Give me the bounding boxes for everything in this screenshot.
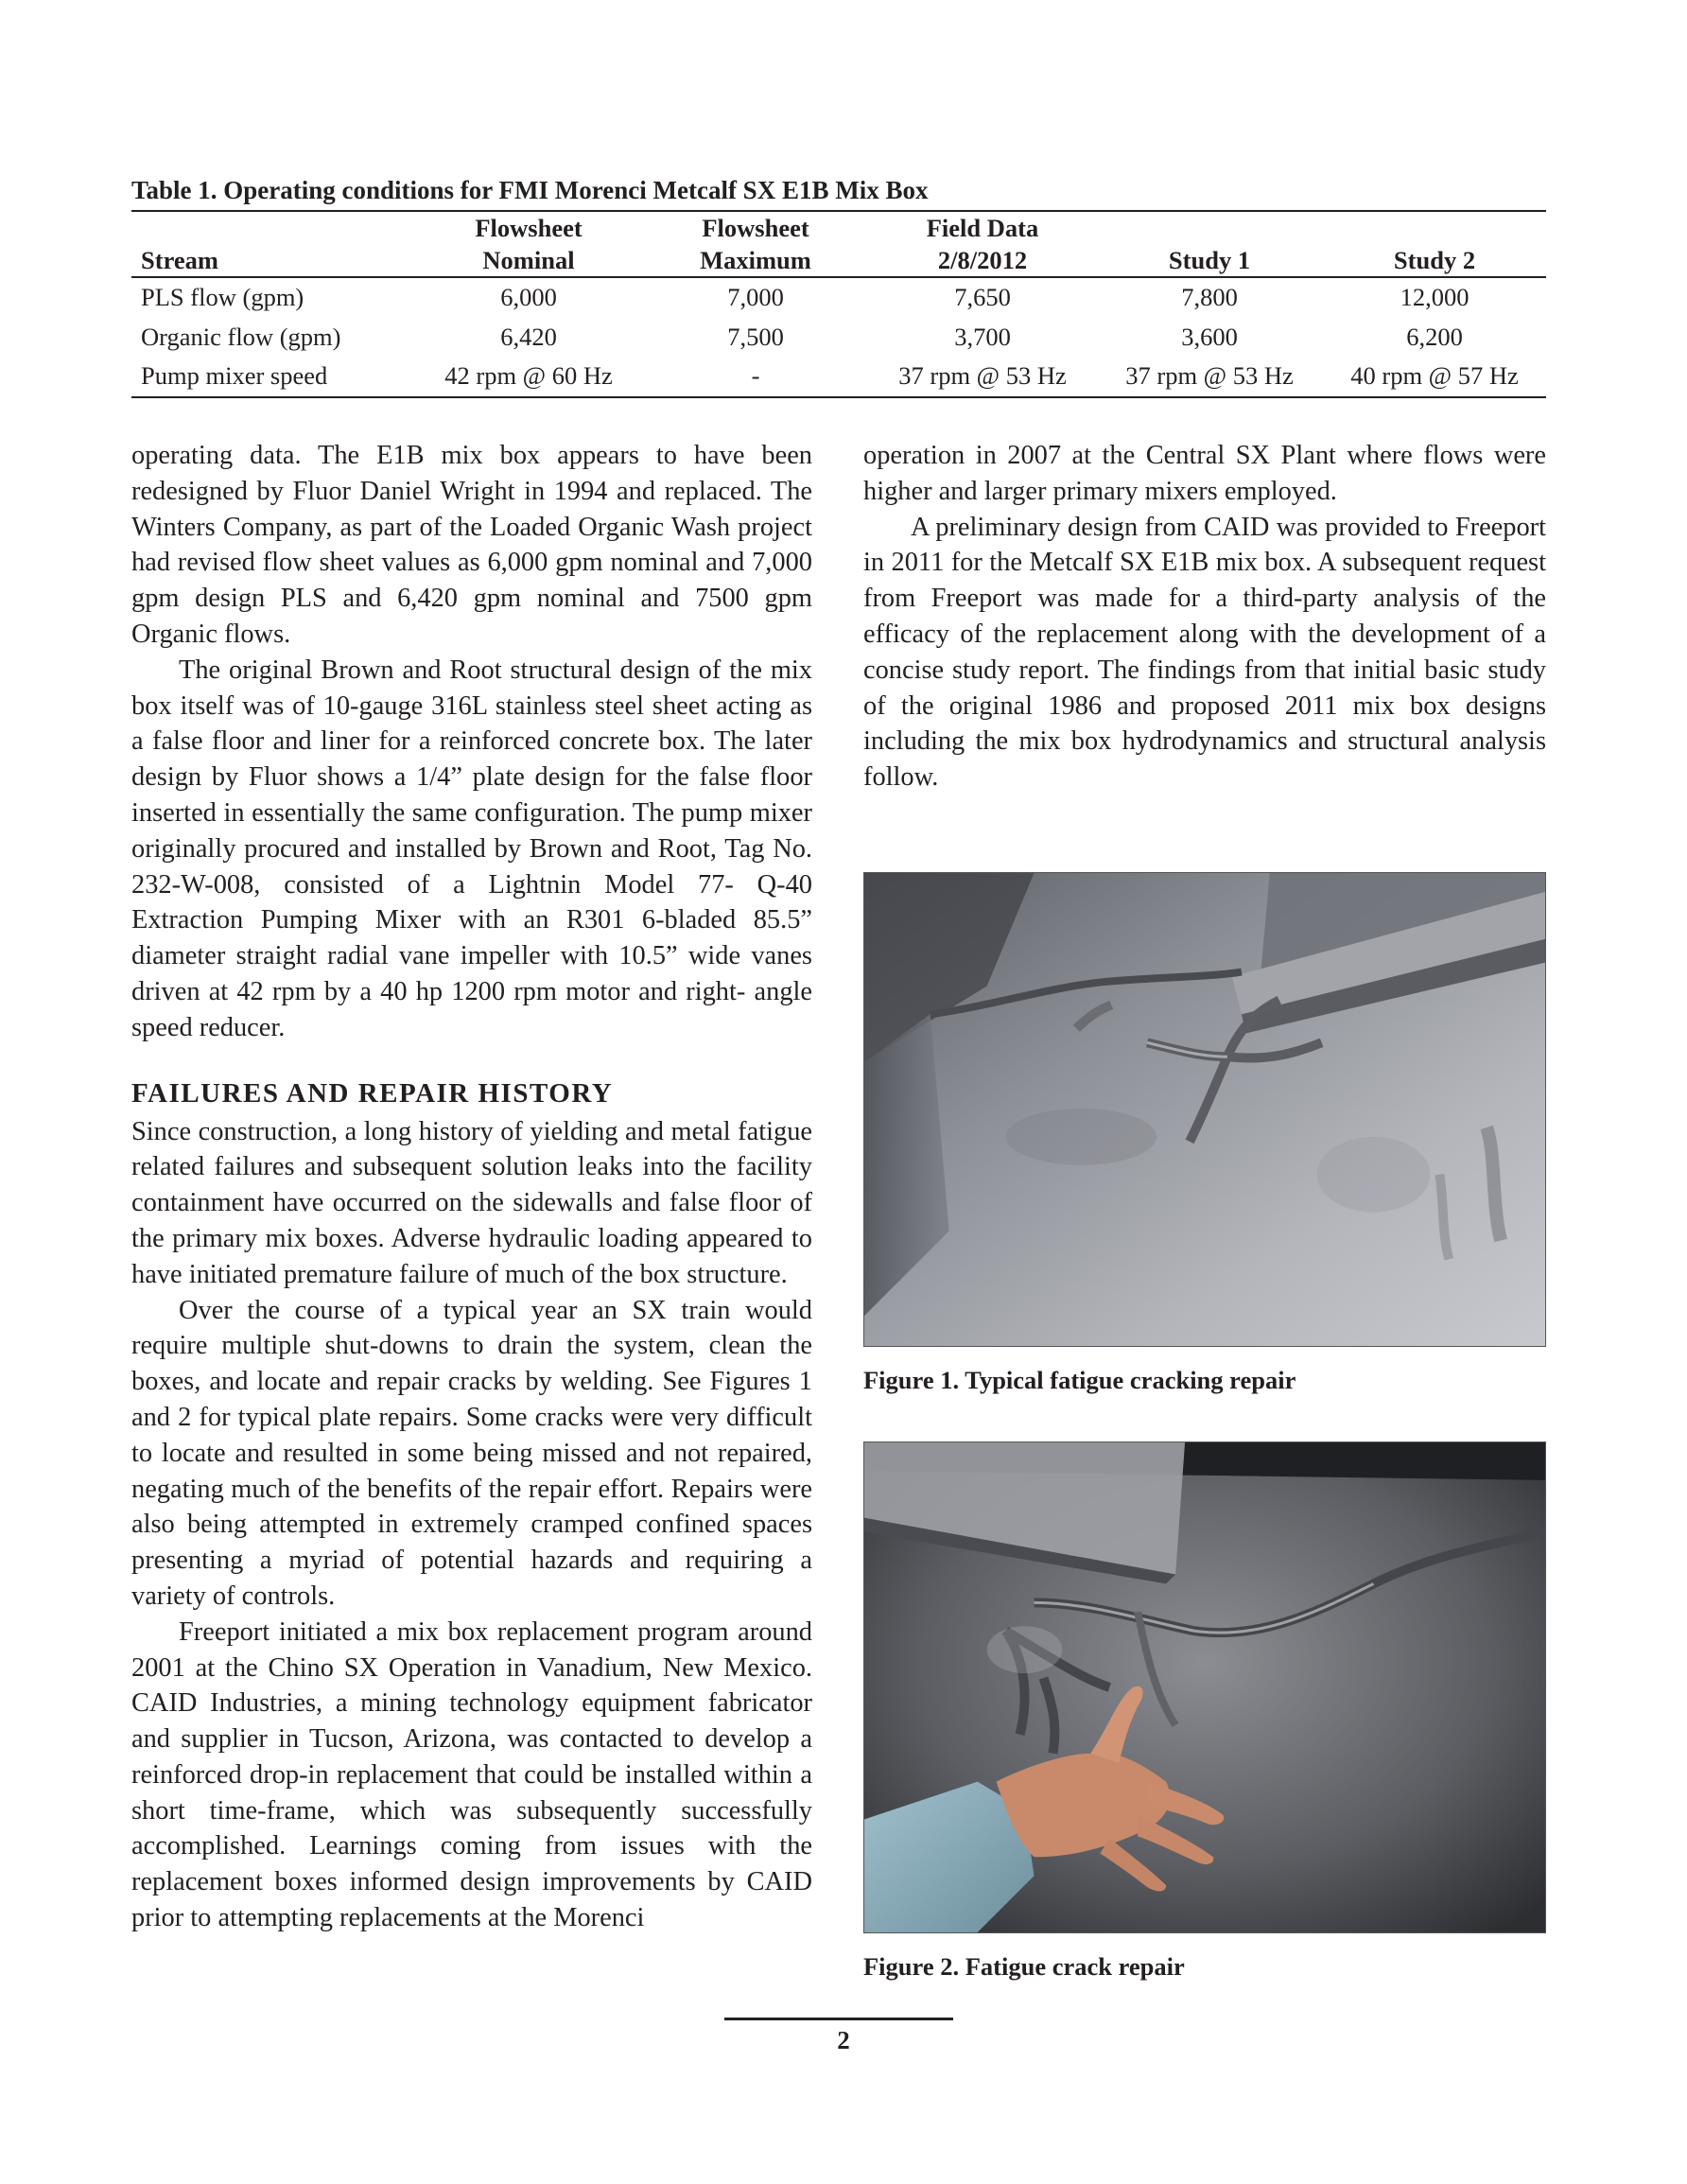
table-header-cell: Flowsheet (415, 211, 642, 244)
table-header-cell (1096, 211, 1323, 244)
table-cell: 7,650 (954, 283, 1011, 311)
table-cell: 7,800 (1181, 283, 1238, 311)
table-row (131, 277, 1546, 318)
table-cell: PLS flow (gpm) (141, 283, 304, 311)
table-header-cell (1323, 211, 1546, 244)
body-paragraph: A preliminary design from CAID was provided to Freeport in 2011 for the Metcalf SX E1B mix box. A subsequent request from Freeport was made for a third-party analysis of the efficacy of the replacement along with the development of a concise study report. The findings from that initial basic study of the original 1986 and proposed 2011 mix box designs including the mix box hydrodynamics and structural analysis follow. (863, 512, 1546, 793)
body-paragraph: operating data. The E1B mix box appears to have been redesigned by Fluor Daniel Wright in 1994 and replaced. The Winters Company, as part of the Loaded Organic Wash project had revised flow sheet values as 6,000 gpm nominal and 7,000 gpm design PLS and 6,420 gpm nominal and 7500 gpm Organic flows. (131, 441, 812, 649)
fatigue-crack-repair-photo (863, 872, 1546, 1347)
table-header-cell: 2/8/2012 (869, 244, 1096, 277)
table-cell: 3,700 (954, 322, 1011, 351)
table-cell: 42 rpm @ 60 Hz (415, 357, 642, 397)
operating-conditions-table-block (131, 174, 1546, 398)
table-cell: 6,000 (500, 283, 557, 311)
table-cell: 3,600 (1181, 322, 1238, 351)
table-header-row-1 (131, 211, 1546, 244)
table-cell: Organic flow (gpm) (141, 322, 341, 351)
figure-caption: Figure 2. Fatigue crack repair (863, 1952, 1185, 1981)
table-header-cell: Stream (131, 244, 415, 277)
table-header-cell: Nominal (415, 244, 642, 277)
weld-repair-with-hand-photo-illustration (864, 1442, 1545, 1932)
table-cell: 6,420 (500, 322, 557, 351)
section-heading: FAILURES AND REPAIR HISTORY (131, 1077, 614, 1109)
table-cell: - (642, 357, 869, 397)
table-cell: 12,000 (1400, 283, 1470, 311)
table-cell: 7,500 (727, 322, 784, 351)
fatigue-crack-repair-photo (863, 1441, 1546, 1933)
body-paragraph: The original Brown and Root structural design of the mix box itself was of 10-gauge 316L stainless steel sheet acting as a false floor and liner for a reinforced concrete box. The later design by Fluor shows a 1/4” plate design for the false floor inserted in essentially the same configuration. The pump mixer originally procured and installed by Brown and Root, Tag No. 232-W-008, consisted of a Lightnin Model 77- Q-40 Extraction Pumping Mixer with an R301 6-bladed 85.5” diameter straight radial vane impeller with 10.5” wide vanes driven at 42 rpm by a 40 hp 1200 rpm motor and right- angle speed reducer. (131, 655, 812, 1042)
table-header-cell: Flowsheet (642, 211, 869, 244)
table-caption: Table 1. Operating conditions for FMI Morenci Metcalf SX E1B Mix Box (131, 176, 929, 204)
figure-2 (863, 1441, 1546, 1983)
table-cell: 6,200 (1406, 322, 1463, 351)
table-cell: 37 rpm @ 53 Hz (1096, 357, 1323, 397)
body-paragraph: Freeport initiated a mix box replacement program around 2001 at the Chino SX Operation in Vanadium, New Mexico. CAID Industries, a mining technology equipment fabricator and supplier in Tucson, Arizona, was contacted to develop a reinforced drop-in replacement that could be installed within a short time-frame, which was subsequently successfully accomplished. Learnings coming from issues with the replacement boxes informed design improvements by CAID prior to attempting replacements at the Morenci (131, 1616, 812, 1933)
table-cell: Pump mixer speed (131, 357, 415, 397)
left-text-column (131, 438, 812, 1936)
table-header-cell: Maximum (642, 244, 869, 277)
table-header-cell (131, 211, 415, 244)
table-cell: 37 rpm @ 53 Hz (869, 357, 1096, 397)
page-number: 2 (837, 2026, 850, 2054)
table-cell: 40 rpm @ 57 Hz (1323, 357, 1546, 397)
table-header-cell: Study 2 (1323, 244, 1546, 277)
body-paragraph: Over the course of a typical year an SX train would require multiple shut-downs to drain the system, clean the boxes, and locate and repair cracks by welding. See Figures 1 and 2 for typical plate repairs. Some cracks were very difficult to locate and resulted in some being missed and not repaired, negating much of the benefits of the repair effort. Repairs were also being attempted in extremely cramped confined spaces presenting a myriad of potential hazards and requiring a variety of controls. (131, 1295, 812, 1611)
body-paragraph: Since construction, a long history of yielding and metal fatigue related failures and subsequent solution leaks into the facility containment have occurred on the sidewalls and false floor of the primary mix boxes. Adverse hydraulic loading appeared to have initiated premature failure of much of the box structure. (131, 1116, 812, 1289)
table-header-cell: Field Data (869, 211, 1096, 244)
footer-rule (724, 2018, 953, 2020)
table-header-row-2 (131, 244, 1546, 277)
table-row (131, 357, 1546, 397)
weld-repair-photo-illustration (864, 873, 1545, 1346)
right-text-column (863, 438, 1546, 795)
table-header-cell: Study 1 (1096, 244, 1323, 277)
body-paragraph: operation in 2007 at the Central SX Plant where flows were higher and larger primary mixers employed. (863, 441, 1546, 506)
figure-caption: Figure 1. Typical fatigue cracking repair (863, 1366, 1296, 1394)
figure-1 (863, 872, 1546, 1396)
table-cell: 7,000 (727, 283, 784, 311)
table-row (131, 318, 1546, 358)
operating-conditions-table (131, 210, 1546, 398)
